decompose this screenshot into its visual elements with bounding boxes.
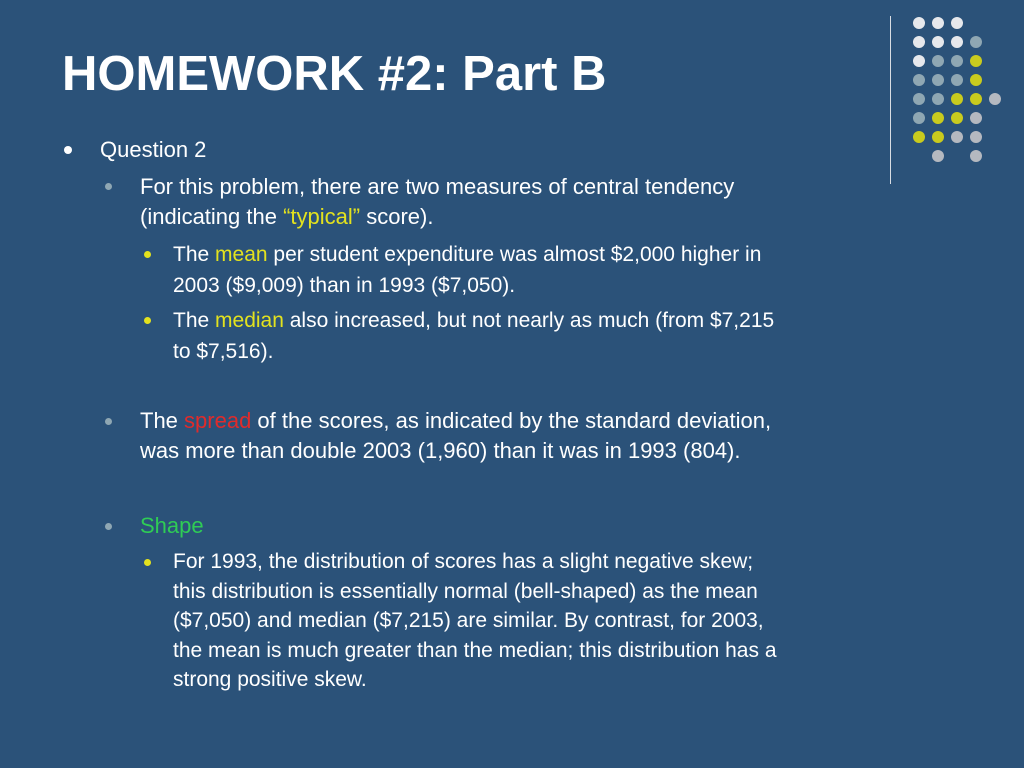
median-highlight: median: [215, 309, 284, 332]
typical-highlight: “typical”: [283, 204, 361, 229]
bullet-dot-icon: [105, 183, 112, 190]
mean-the: The: [173, 243, 216, 266]
shape-line-4: the mean is much greater than the median; this distribution has a: [173, 638, 777, 662]
bullet-shape-detail: [173, 547, 777, 695]
bullet-dot-icon: [144, 317, 151, 324]
bullet-dot-icon: [144, 559, 151, 566]
central-line-2: [140, 202, 734, 232]
bullet-dot-icon: [105, 418, 112, 425]
bullet-dot-icon: [64, 146, 72, 154]
mean-text-a: per student expenditure was almost $2,000 higher in: [267, 243, 762, 266]
mean-line-1: [173, 239, 761, 270]
bullet-dot-icon: [105, 523, 112, 530]
spread-highlight: spread: [184, 408, 252, 433]
bullet-mean: [173, 239, 761, 301]
question-2-label: Question 2: [100, 137, 207, 162]
bullet-median: [173, 305, 774, 367]
median-text-a: also increased, but not nearly as much (from $7,215: [283, 309, 775, 332]
central-text-c: score).: [360, 204, 434, 229]
bullet-shape: [140, 511, 204, 541]
shape-line-5: strong positive skew.: [173, 668, 367, 691]
median-line-1: [173, 305, 774, 336]
shape-line-2: this distribution is essentially normal (bell-shaped) as the mean: [173, 579, 758, 603]
shape-line-1: For 1993, the distribution of scores has a slight negative skew;: [173, 550, 754, 573]
central-line-1: For this problem, there are two measures of central tendency: [140, 174, 735, 199]
slide-title: HOMEWORK #2: Part B: [62, 47, 607, 101]
bullet-central-tendency: [140, 172, 734, 232]
central-text-b: (indicating the: [140, 204, 284, 229]
bullet-spread: [140, 406, 771, 466]
shape-label: Shape: [140, 513, 204, 538]
mean-line-2: 2003 ($9,009) than in 1993 ($7,050).: [173, 274, 516, 297]
shape-line-3: ($7,050) and median ($7,215) are similar. By contrast, for 2003,: [173, 609, 764, 632]
bullet-dot-icon: [144, 251, 151, 258]
spread-the: The: [140, 408, 185, 433]
median-line-2: to $7,516).: [173, 340, 274, 363]
mean-highlight: mean: [215, 243, 268, 266]
bullet-question-2: [100, 135, 206, 165]
median-the: The: [173, 309, 216, 332]
spread-text-a: of the scores, as indicated by the standard deviation,: [251, 408, 772, 433]
spread-line-1: [140, 406, 771, 436]
spread-line-2: was more than double 2003 (1,960) than it was in 1993 (804).: [140, 438, 741, 463]
